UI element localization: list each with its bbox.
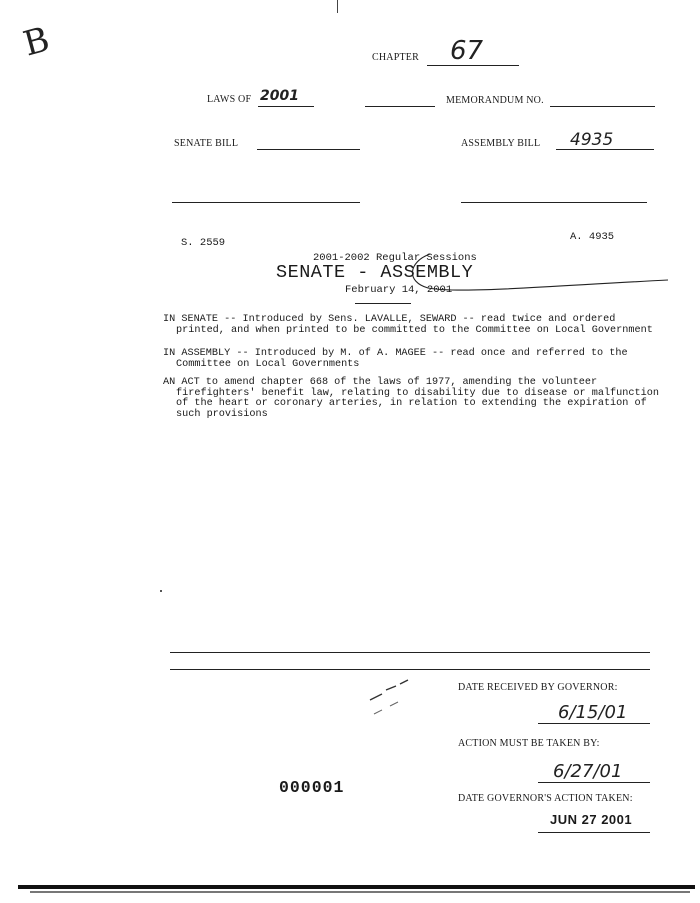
action-taken-label: DATE GOVERNOR'S ACTION TAKEN:	[458, 793, 633, 804]
assembly-number: A. 4935	[570, 231, 615, 243]
scan-mark-top	[337, 0, 338, 13]
bill-date: February 14, 2001	[345, 284, 453, 296]
laws-of-rule	[258, 106, 314, 107]
date-underline	[355, 303, 411, 304]
action-by-label: ACTION MUST BE TAKEN BY:	[458, 738, 600, 749]
memorandum-label: MEMORANDUM NO.	[446, 95, 544, 106]
chapter-label: CHAPTER	[372, 52, 419, 63]
scan-edge-bottom-thin	[30, 891, 690, 893]
scan-edge-bottom	[18, 885, 695, 889]
date-received-value: 6/15/01	[558, 702, 628, 723]
chapter-value: 67	[450, 36, 484, 66]
assembly-bill-label: ASSEMBLY BILL	[461, 138, 541, 149]
laws-of-value: 2001	[260, 88, 299, 104]
senate-bill-rule	[257, 149, 360, 150]
blank-rule-right	[461, 202, 647, 203]
session-line: 2001-2002 Regular Sessions	[313, 252, 477, 264]
senate-number: S. 2559	[181, 237, 226, 249]
action-by-value: 6/27/01	[553, 761, 623, 782]
senate-bill-label: SENATE BILL	[174, 138, 239, 149]
blank-rule-left	[172, 202, 360, 203]
bill-title: SENATE - ASSEMBLY	[276, 262, 474, 283]
footer-rule-top	[170, 652, 650, 653]
date-received-label: DATE RECEIVED BY GOVERNOR:	[458, 682, 618, 693]
senate-introduction: IN SENATE -- Introduced by Sens. LAVALLE, SEWARD -- read twice and ordered printed, and when printed to be committed to the Committee on Local Government	[163, 314, 653, 336]
assembly-introduction: IN ASSEMBLY -- Introduced by M. of A. MAGEE -- read once and referred to the Committee on Local Governments	[163, 348, 628, 370]
corner-mark: B	[19, 19, 54, 65]
footer-rule-bottom	[170, 669, 650, 670]
scan-speck	[160, 590, 162, 592]
laws-blank-rule	[365, 106, 435, 107]
date-received-rule	[538, 723, 650, 724]
assembly-bill-value: 4935	[570, 130, 614, 150]
stamp-specks	[368, 678, 420, 720]
act-text: AN ACT to amend chapter 668 of the laws of 1977, amending the volunteer firefighters' benefit law, relating to disability due to disease or malfunction of the heart or coronary arteries, in relation to extending the expiration of such provisions	[163, 377, 659, 420]
pen-stroke	[400, 248, 670, 300]
action-by-rule	[538, 782, 650, 783]
laws-of-label: LAWS OF	[207, 94, 252, 105]
action-taken-rule	[538, 832, 650, 833]
action-taken-stamp: JUN 27 2001	[550, 812, 633, 827]
page-number: 000001	[279, 778, 345, 797]
memorandum-rule	[550, 106, 655, 107]
